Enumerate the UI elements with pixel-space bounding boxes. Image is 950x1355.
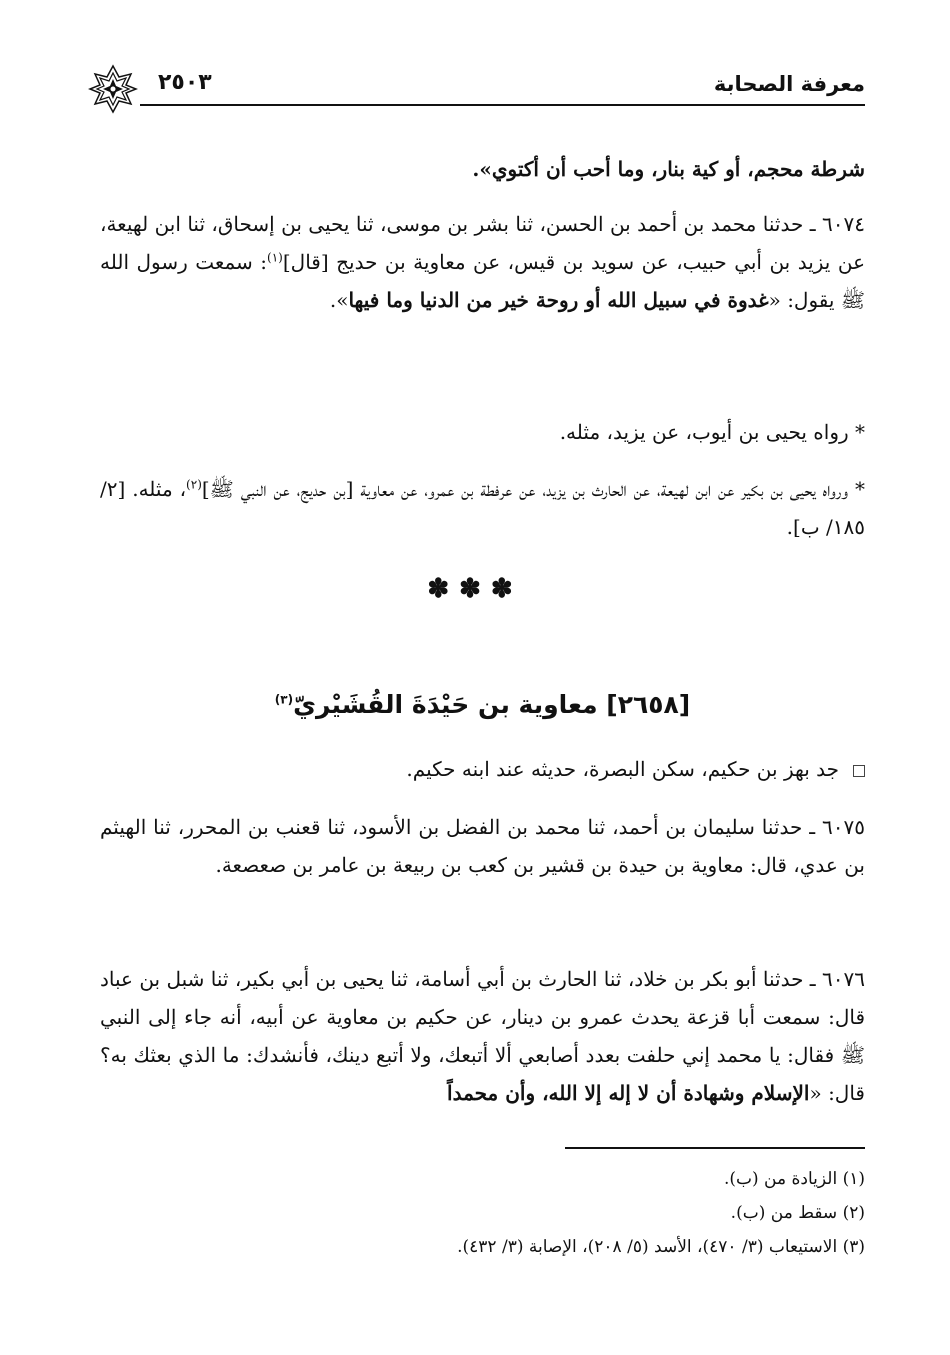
matn-bold: الإسلام وشهادة أن لا إله إلا الله، وأن محمداً <box>447 1081 810 1105</box>
running-title: معرفة الصحابة <box>713 72 865 96</box>
footnote-rule <box>565 1147 865 1149</box>
matn-bold: غدوة في سبيل الله أو روحة خير من الدنيا وما فيها <box>348 288 769 312</box>
header-rule <box>140 104 865 106</box>
hadith-6075 <box>100 808 865 884</box>
footnotes <box>100 1162 865 1264</box>
hadith-6076 <box>100 960 865 1112</box>
section-divider-stars: ✽✽✽ <box>427 574 523 604</box>
octagram-ornament-icon <box>88 64 138 114</box>
narration-text: * رواه يحيى بن أيوب، عن يزيد، مثله. <box>559 420 865 444</box>
footnote-ref-3: (٣) <box>274 692 294 707</box>
hadith-text: ٦٠٧٥ ـ حدثنا سليمان بن أحمد، ثنا محمد بن الفضل بن الأسود، ثنا قعنب بن المحرر، ثنا الهيثم بن عدي، قال: معاوية بن حيدة بن قشير بن كعب بن ربيعة بن عامر بن صعصعة. <box>100 815 865 877</box>
matn-close: ». <box>329 288 349 312</box>
footnote-1: (١) الزيادة من (ب). <box>723 1169 865 1189</box>
narration-note-2 <box>100 470 865 546</box>
narration-text: * ورواه يحيى بن بكير عن ابن لهيعة، عن الحارث بن يزيد، عن عرفطة بن عمرو، عن معاوية [بن حديج، عن النبي ﷺ] <box>201 477 865 501</box>
matn-intro: : سمعت رسول الله ﷺ يقول: « <box>100 250 865 312</box>
entry-heading <box>100 690 865 719</box>
entry-intro <box>100 750 865 788</box>
footnote-ref-1: (١) <box>267 250 283 265</box>
hadith-text-end: شرطة محجم، أو كية بنار، وما أحب أن أكتوي». <box>472 157 865 181</box>
isnad-text: ٦٠٧٤ ـ حدثنا محمد بن أحمد بن الحسن، ثنا بشر بن موسى، ثنا يحيى بن إسحاق، ثنا ابن لهيعة، عن يزيد بن أبي حبيب، عن سويد بن قيس، عن معاوية بن حديج [قال] <box>100 212 865 274</box>
hadith-6074 <box>100 205 865 319</box>
hadith-text: ٦٠٧٦ ـ حدثنا أبو بكر بن خلاد، ثنا الحارث بن أبي أسامة، ثنا يحيى بن أبي بكير، ثنا شبل بن عباد قال: سمعت أبا قزعة يحدث عمرو بن دينار، عن حكيم بن معاوية عن أبيه، أنه جاء إلى النبي ﷺ فقال: يا محمد إني حلفت بعدد أصابعي ألا أتبعك، ولا أتبع دينك، فأنشدك: ما الذي بعثك به؟ قال: « <box>100 967 865 1105</box>
page-number: ٢٥٠٣ <box>158 70 212 95</box>
entry-intro-text: جد بهز بن حكيم، سكن البصرة، حديثه عند ابنه حكيم. <box>406 757 839 781</box>
footnote-2: (٢) سقط من (ب). <box>730 1203 865 1223</box>
paragraph-continuation <box>100 150 865 188</box>
page-header <box>88 66 865 106</box>
box-marker-icon <box>853 765 865 777</box>
footnote-ref-2: (٢) <box>186 477 202 492</box>
footnote-3: (٣) الاستيعاب (٣/ ٤٧٠)، الأسد (٥/ ٢٠٨)، الإصابة (٣/ ٤٣٢). <box>457 1237 865 1257</box>
narration-note-1 <box>100 413 865 451</box>
entry-heading-text: [٢٦٥٨] معاوية بن حَيْدَةَ القُشَيْريّ <box>293 690 691 719</box>
narration-citation: ، مثله. [٢/ ١٨٥/ ب]. <box>100 477 865 539</box>
